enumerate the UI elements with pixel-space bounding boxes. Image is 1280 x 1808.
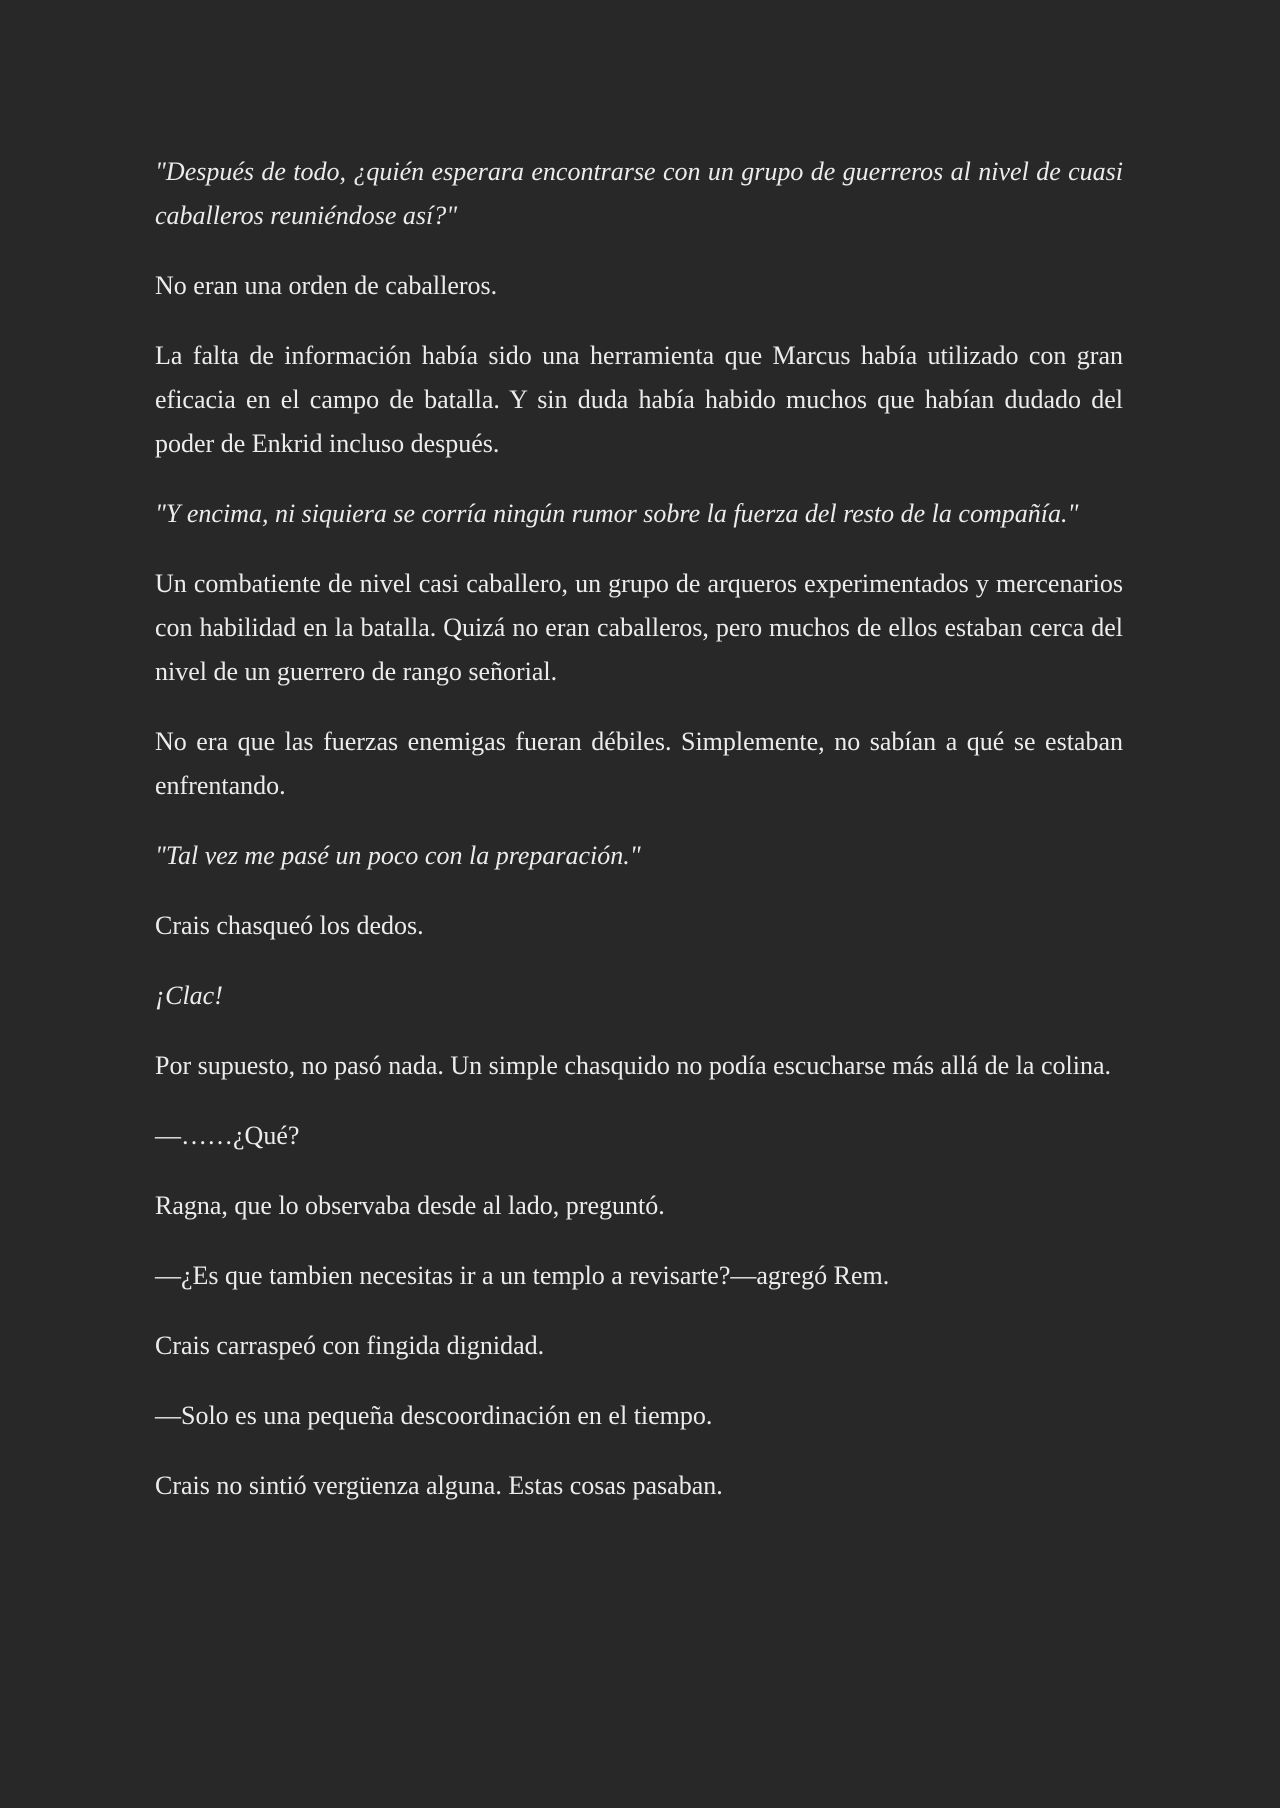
paragraph: Por supuesto, no pasó nada. Un simple chasquido no podía escucharse más allá de la colina. <box>155 1051 1111 1080</box>
paragraph: Crais carraspeó con fingida dignidad. <box>155 1331 545 1360</box>
paragraph: Crais no sintió vergüenza alguna. Estas cosas pasaban. <box>155 1471 723 1500</box>
paragraph: No eran una orden de caballeros. <box>155 271 498 300</box>
paragraph-sound-effect: ¡Clac! <box>155 981 223 1010</box>
paragraph-thought: "Y encima, ni siquiera se corría ningún rumor sobre la fuerza del resto de la compañía." <box>155 499 1079 528</box>
paragraph-dialogue: —¿Es que tambien necesitas ir a un templo a revisarte?—agregó Rem. <box>155 1261 890 1290</box>
paragraph: Ragna, que lo observaba desde al lado, preguntó. <box>155 1191 665 1220</box>
reading-pane <box>155 150 1123 1534</box>
paragraph: Crais chasqueó los dedos. <box>155 911 424 940</box>
paragraph-thought: "Tal vez me pasé un poco con la preparación." <box>155 841 641 870</box>
paragraph: Un combatiente de nivel casi caballero, un grupo de arqueros experimentados y mercenarios con habilidad en la batalla. Quizá no eran caballeros, pero muchos de ellos estaban cerca del nivel de un guerrero de rango señorial. <box>155 569 1123 686</box>
paragraph-dialogue: —……¿Qué? <box>155 1121 300 1150</box>
paragraph-dialogue: —Solo es una pequeña descoordinación en el tiempo. <box>155 1401 713 1430</box>
paragraph: La falta de información había sido una herramienta que Marcus había utilizado con gran eficacia en el campo de batalla. Y sin duda había habido muchos que habían dudado del poder de Enkrid incluso después. <box>155 341 1123 458</box>
paragraph-thought: "Después de todo, ¿quién esperara encontrarse con un grupo de guerreros al nivel de cuasi caballeros reuniéndose así?" <box>155 157 1123 230</box>
paragraph: No era que las fuerzas enemigas fueran débiles. Simplemente, no sabían a qué se estaban enfrentando. <box>155 727 1123 800</box>
